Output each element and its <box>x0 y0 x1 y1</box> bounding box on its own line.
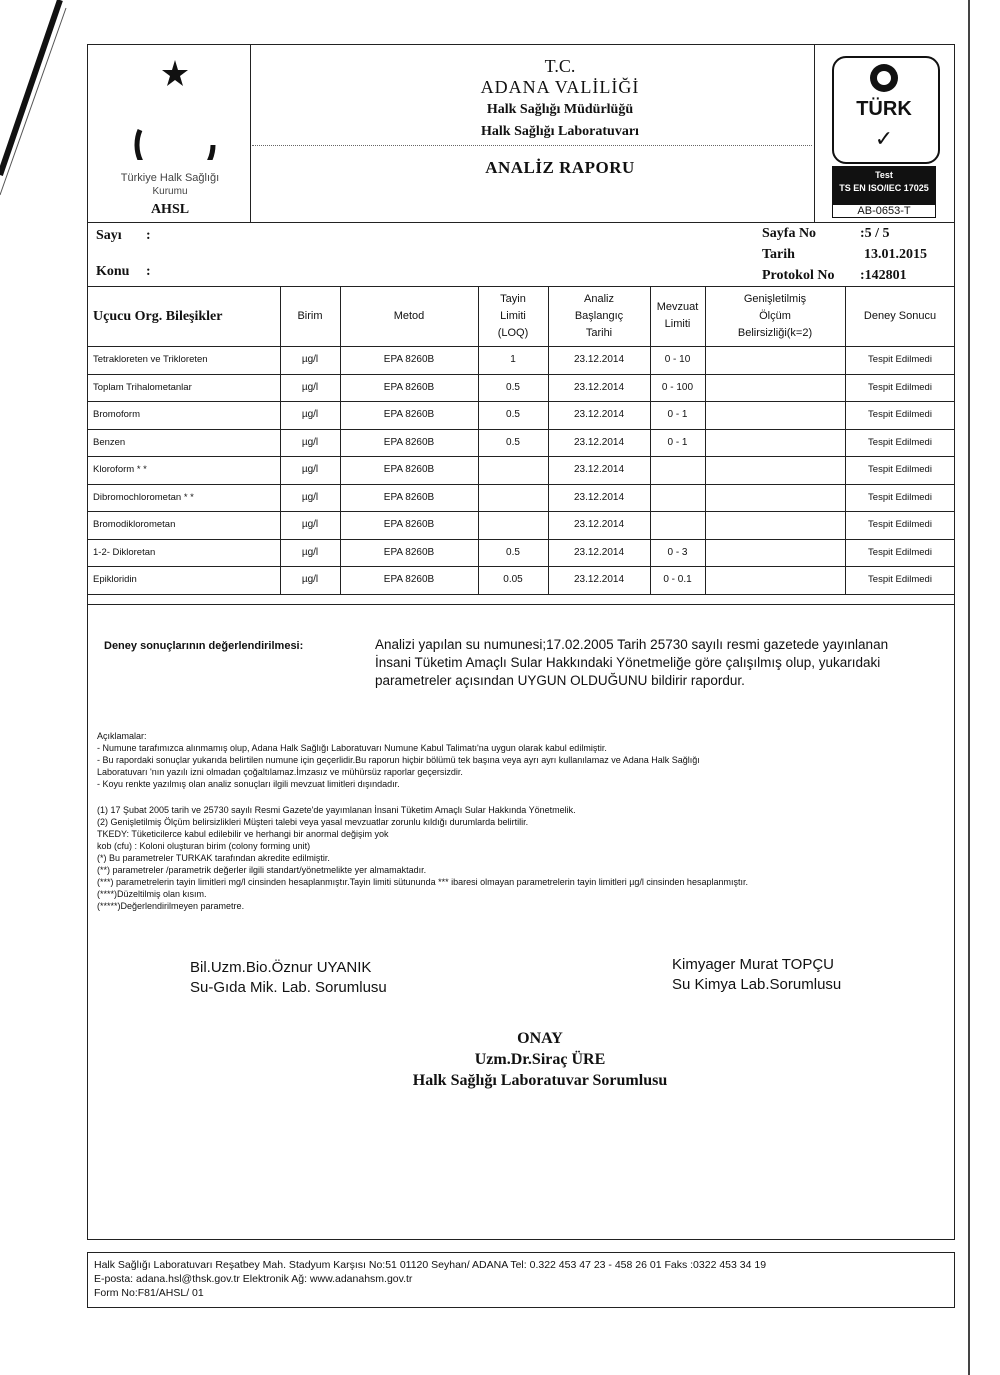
header-divider-right <box>814 44 815 222</box>
row-metod: EPA 8260B <box>383 354 435 366</box>
row-loq <box>478 484 548 512</box>
turkak-test-box <box>832 166 936 204</box>
notes-block-2 <box>97 804 748 912</box>
row-olcum <box>705 511 845 539</box>
header-dotted-line <box>252 145 812 146</box>
row-olcum <box>705 401 845 429</box>
konu-colon: : <box>146 264 151 279</box>
ministry-logo <box>95 50 245 220</box>
tarih-value: 13.01.2015 <box>864 247 927 262</box>
row-metod: EPA 8260B <box>383 381 435 393</box>
row-loq <box>478 511 548 539</box>
right-signature-title: Su Kimya Lab.Sorumlusu <box>672 976 842 993</box>
row-sonuc: Tespit Edilmedi <box>868 574 932 586</box>
konu-label: Konu <box>96 264 130 279</box>
row-mevzuat: 0 - 10 <box>664 354 691 366</box>
row-mevzuat <box>650 484 705 512</box>
left-signature-name: Bil.Uzm.Bio.Öznur UYANIK <box>190 959 372 976</box>
header-olcum <box>705 286 845 346</box>
row-param: Bromodiklorometan <box>93 519 176 531</box>
row-metod: EPA 8260B <box>383 574 435 586</box>
row-loq: 0.5 <box>506 546 520 558</box>
row-loq: 0.05 <box>503 574 523 586</box>
header-param: Uçucu Org. Bileşikler <box>93 308 223 324</box>
row-metod: EPA 8260B <box>383 519 435 531</box>
row-sonuc: Tespit Edilmedi <box>868 381 932 393</box>
row-metod: EPA 8260B <box>383 409 435 421</box>
checkmark-icon: ✓ <box>874 126 894 151</box>
row-mevzuat: 0 - 0.1 <box>663 574 692 586</box>
notes-line: (*****)Değerlendirilmeyen parametre. <box>97 901 245 911</box>
header-mevzuat-line: Limiti <box>664 318 691 330</box>
left-signature <box>190 958 387 998</box>
notes-line: TKEDY: Tüketicilerce kabul edilebilir ve herhangi bir anormal değişim yok <box>97 829 389 839</box>
row-olcum <box>705 539 845 567</box>
turkak-symbol-icon <box>866 60 902 96</box>
row-tarih: 23.12.2014 <box>573 519 625 531</box>
row-param: Epikloridin <box>93 574 137 586</box>
sayi-label: Sayı <box>96 228 122 243</box>
row-birim: µg/l <box>301 491 319 503</box>
header-analiz-line: Tarihi <box>585 326 613 339</box>
row-loq <box>478 456 548 484</box>
header-olcum-line: Genişletilmiş <box>743 292 807 305</box>
row-sonuc: Tespit Edilmedi <box>868 354 932 366</box>
approval-label: ONAY <box>517 1030 563 1047</box>
row-tarih: 23.12.2014 <box>573 409 625 421</box>
header-analiz <box>548 286 650 346</box>
row-tarih: 23.12.2014 <box>573 464 625 476</box>
row-loq: 0.5 <box>506 381 520 393</box>
turkak-code: AB-0653-T <box>832 204 936 218</box>
footer-box <box>87 1252 955 1308</box>
row-birim: µg/l <box>301 381 319 393</box>
notes-line: (**) parametreler /parametrik değerler ilgili standart/yönetmelikte yer almamaktadır. <box>97 865 427 875</box>
row-tarih: 23.12.2014 <box>573 436 625 448</box>
footer-contact: E-posta: adana.hsl@thsk.gov.tr Elektronik Ağ: www.adanahsm.gov.tr <box>94 1273 413 1285</box>
logo-line2: Kurumu <box>152 186 188 197</box>
footer-address: Halk Sağlığı Laboratuvarı Reşatbey Mah. Stadyum Karşısı No:51 01120 Seyhan/ ADANA Tel: 0.322 453 47 23 - 458 26 01 Faks :0322 453 34 19 <box>94 1259 767 1271</box>
evaluation-line-1: Analizi yapılan su numunesi;17.02.2005 Tarih 25730 sayılı resmi gazetede yayınlanan <box>375 637 889 652</box>
row-metod: EPA 8260B <box>383 464 435 476</box>
right-signature-name: Kimyager Murat TOPÇU <box>672 956 834 973</box>
row-birim: µg/l <box>301 519 319 531</box>
laboratuvar-heading: Halk Sağlığı Laboratuvarı <box>481 124 639 139</box>
header-mevzuat-line: Mevzuat <box>656 301 699 313</box>
report-title: ANALİZ RAPORU <box>485 158 635 177</box>
mudurluk-heading: Halk Sağlığı Müdürlüğü <box>486 102 634 117</box>
notes-line: - Numune tarafımızca alınmamış olup, Adana Halk Sağlığı Laboratuvarı Numune Kabul Talimatı'na uygun olarak kabul edilmiştir. <box>97 743 607 753</box>
crescent-star-icon <box>95 50 245 160</box>
row-mevzuat: 0 - 100 <box>661 381 694 393</box>
row-birim: µg/l <box>301 436 319 448</box>
notes-line: (*) Bu parametreler TURKAK tarafından akredite edilmiştir. <box>97 853 330 863</box>
notes-line: (***) parametrelerin tayin limitleri mg/l cinsinden hesaplanmıştır.Tayin limiti sütununda *** ibaresi olmayan parametrelerin tayin limitleri µg/l cinsinden hesaplanmıştır. <box>97 877 748 887</box>
protokol-value: :142801 <box>860 268 907 283</box>
header-tayin-line: Limiti <box>500 309 526 322</box>
row-metod: EPA 8260B <box>383 491 435 503</box>
logo-abbr: AHSL <box>150 202 190 217</box>
row-birim: µg/l <box>301 354 319 366</box>
row-metod: EPA 8260B <box>383 546 435 558</box>
left-signature-title: Su-Gıda Mik. Lab. Sorumlusu <box>190 979 387 996</box>
row-olcum <box>705 374 845 402</box>
row-sonuc: Tespit Edilmedi <box>868 519 932 531</box>
row-tarih: 23.12.2014 <box>573 354 625 366</box>
row-mevzuat <box>650 456 705 484</box>
notes-line: - Koyu renkte yazılmış olan analiz sonuçları ilgili mevzuat limitleri dışındadır. <box>97 779 400 789</box>
row-param: 1-2- Dikloretan <box>93 546 156 558</box>
row-birim: µg/l <box>301 409 319 421</box>
sayfa-label: Sayfa No <box>762 226 817 241</box>
notes-line: kob (cfu) : Koloni oluşturan birim (colony forming unit) <box>97 841 311 851</box>
notes-line: - Bu rapordaki sonuçlar yukarıda belirtilen numune için geçerlidir.Bu raporun hiçbir bölümü tek başına veya ayrı ayrı kullanılamaz ve Adana Halk Sağlığı <box>97 755 700 765</box>
row-param: Dibromochlorometan * * <box>93 491 194 503</box>
header-olcum-line: Ölçüm <box>759 309 791 322</box>
row-param: Benzen <box>93 436 126 448</box>
notes-line: (2) Genişletilmiş Ölçüm belirsizlikleri Müşteri talebi veya yasal mevzuatlar zorunlu kıldığı durumlarda belirtilir. <box>97 817 529 827</box>
right-signature <box>672 955 841 995</box>
evaluation-line-2: İnsani Tüketim Amaçlı Sular Hakkındaki Yönetmeliğe göre çalışılmış olup, yukarıdaki <box>375 655 881 670</box>
row-loq: 0.5 <box>506 409 520 421</box>
row-sonuc: Tespit Edilmedi <box>868 546 932 558</box>
header-sonuc: Deney Sonucu <box>863 309 937 322</box>
row-metod: EPA 8260B <box>383 436 435 448</box>
row-tarih: 23.12.2014 <box>573 491 625 503</box>
valilik-heading: ADANA VALİLİĞİ <box>480 77 640 97</box>
header-divider-left <box>250 44 251 222</box>
row-param: Toplam Trihalometanlar <box>93 381 192 393</box>
header-metod: Metod <box>393 309 425 322</box>
notes-line: (****)Düzeltilmiş olan kısım. <box>97 889 207 899</box>
logo-line1: Türkiye Halk Sağlığı <box>120 172 220 184</box>
row-tarih: 23.12.2014 <box>573 574 625 586</box>
row-param: Kloroform * * <box>93 464 147 476</box>
row-birim: µg/l <box>301 574 319 586</box>
row-sonuc: Tespit Edilmedi <box>868 464 932 476</box>
header-tayin-line: Tayin <box>500 292 526 305</box>
notes-block <box>97 730 700 790</box>
protokol-label: Protokol No <box>762 268 835 283</box>
row-loq: 0.5 <box>506 436 520 448</box>
evaluation-line-3: parametreler açısından UYGUN OLDUĞUNU bildirir rapordur. <box>375 673 745 688</box>
row-sonuc: Tespit Edilmedi <box>868 436 932 448</box>
header-tayin <box>478 286 548 346</box>
row-tarih: 23.12.2014 <box>573 546 625 558</box>
row-mevzuat: 0 - 1 <box>667 409 688 421</box>
turkak-badge <box>832 56 938 216</box>
evaluation-label: Deney sonuçlarının değerlendirilmesi: <box>104 640 304 652</box>
row-olcum <box>705 346 845 374</box>
row-mevzuat: 0 - 1 <box>667 436 688 448</box>
scan-edge-right <box>968 0 970 1375</box>
row-mevzuat <box>650 511 705 539</box>
sayfa-value: :5 / 5 <box>860 226 890 241</box>
header-tayin-line: (LOQ) <box>497 326 529 339</box>
turkak-word: TÜRK <box>856 98 912 120</box>
tarih-label: Tarih <box>762 247 795 262</box>
notes-title: Açıklamalar: <box>97 731 147 741</box>
turkak-test: Test <box>875 170 893 180</box>
notes-line: (1) 17 Şubat 2005 tarih ve 25730 sayılı Resmi Gazete'de yayımlanan İnsani Tüketim Amaçlı Sular Hakkında Yönetmelik. <box>97 805 576 815</box>
row-olcum <box>705 484 845 512</box>
row-birim: µg/l <box>301 546 319 558</box>
table-bottom-line <box>87 604 955 605</box>
row-sonuc: Tespit Edilmedi <box>868 491 932 503</box>
header-analiz-line: Analiz <box>584 292 614 305</box>
header-mevzuat <box>650 286 705 346</box>
header-birim: Birim <box>297 309 323 322</box>
header-olcum-line: Belirsizliği(k=2) <box>737 326 813 339</box>
row-mevzuat: 0 - 3 <box>667 546 688 558</box>
row-olcum <box>705 429 845 457</box>
row-olcum <box>705 566 845 594</box>
row-tarih: 23.12.2014 <box>573 381 625 393</box>
approval-name: Uzm.Dr.Siraç ÜRE <box>474 1051 606 1068</box>
tc-heading: T.C. <box>544 56 576 76</box>
approval-block <box>330 1028 750 1091</box>
evaluation-text <box>375 636 888 690</box>
footer-form-no: Form No:F81/AHSL/ 01 <box>94 1287 204 1299</box>
turkak-standard: TS EN ISO/IEC 17025 <box>839 183 929 193</box>
row-param: Tetrakloreten ve Trikloreten <box>93 354 208 366</box>
sayi-colon: : <box>146 228 151 243</box>
table-row-line <box>87 594 955 595</box>
row-olcum <box>705 456 845 484</box>
row-sonuc: Tespit Edilmedi <box>868 409 932 421</box>
notes-line: Laboratuvarı 'nın yazılı izni olmadan çoğaltılamaz.İmzasız ve mühürsüz raporlar geçersizdir. <box>97 767 463 777</box>
header-bottom-line <box>87 222 955 223</box>
row-loq: 1 <box>510 354 516 366</box>
approval-title: Halk Sağlığı Laboratuvar Sorumlusu <box>412 1072 668 1089</box>
row-param: Bromoform <box>93 409 140 421</box>
header-analiz-line: Başlangıç <box>574 309 624 322</box>
row-birim: µg/l <box>301 464 319 476</box>
